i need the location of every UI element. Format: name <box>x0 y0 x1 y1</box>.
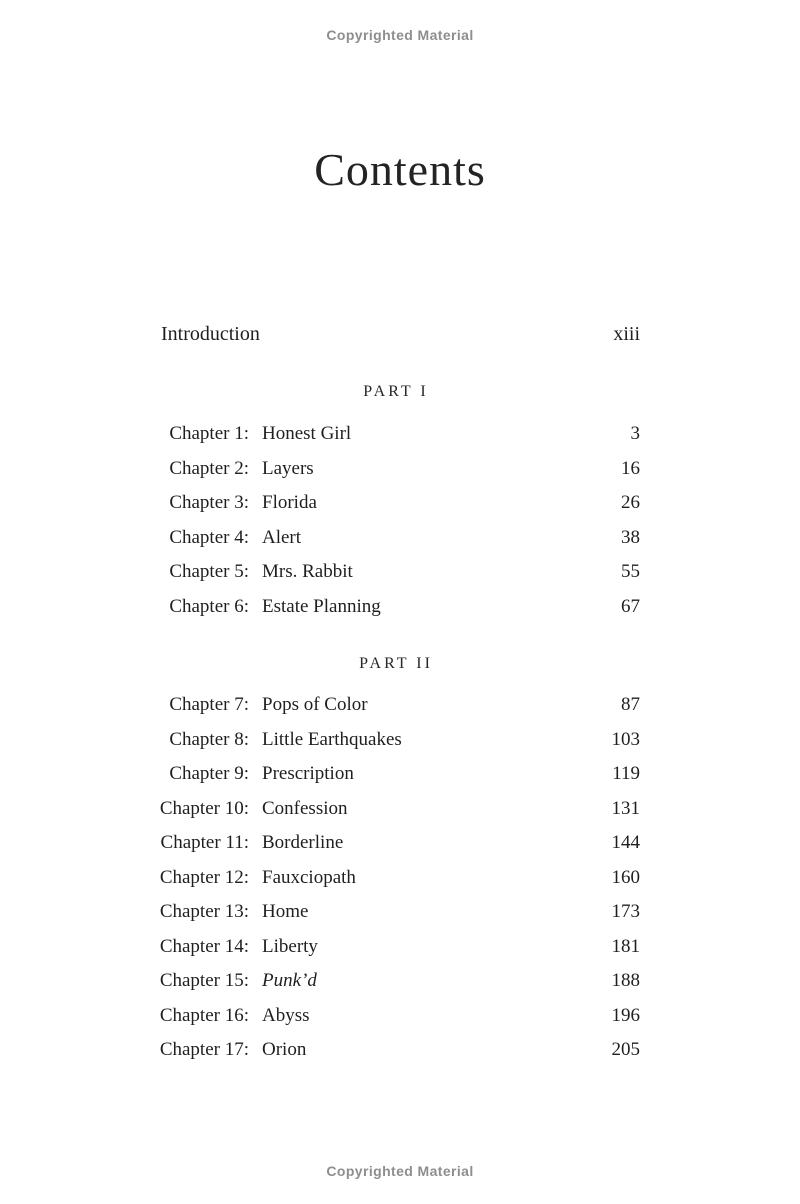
toc-entry <box>152 521 640 556</box>
chapter-title: Little Earthquakes <box>262 728 402 750</box>
chapter-label: Chapter 9: <box>169 763 249 784</box>
chapter-page-number: 67 <box>621 595 640 617</box>
chapter-title: Borderline <box>262 832 344 853</box>
chapter-title: Florida <box>262 492 317 513</box>
chapter-label: Chapter 10: <box>159 797 249 819</box>
chapter-title: Estate Planning <box>262 595 381 617</box>
chapter-title: Confession <box>262 797 348 819</box>
chapter-page-number: 16 <box>621 457 640 479</box>
chapter-page-number: 131 <box>611 797 640 819</box>
chapter-page-number: 103 <box>611 728 640 750</box>
chapter-title: Honest Girl <box>262 423 352 444</box>
toc-entry <box>152 964 640 999</box>
chapter-page-number: 55 <box>621 561 640 582</box>
toc-entry <box>152 757 640 792</box>
chapter-label: Chapter 7: <box>169 694 249 715</box>
copyright-notice-top: Copyrighted Material <box>326 27 474 43</box>
chapter-title: Punk’d <box>262 970 317 991</box>
part-1-heading: PART I <box>363 383 429 400</box>
toc-entry <box>152 723 640 758</box>
introduction-page-number: xiii <box>613 323 640 345</box>
chapter-label: Chapter 13: <box>159 901 249 922</box>
chapter-label: Chapter 8: <box>169 728 249 750</box>
table-of-contents <box>152 320 640 1068</box>
chapter-page-number: 144 <box>611 832 640 853</box>
toc-entry <box>152 826 640 861</box>
copyright-notice-bottom: Copyrighted Material <box>326 1162 474 1179</box>
toc-entry <box>152 417 640 452</box>
toc-entry <box>152 792 640 827</box>
toc-entry <box>152 590 640 625</box>
chapter-page-number: 3 <box>630 423 640 444</box>
toc-entry <box>152 688 640 723</box>
toc-entry <box>152 895 640 930</box>
chapter-title: Pops of Color <box>262 694 368 715</box>
chapter-page-number: 160 <box>611 866 640 888</box>
part-1-chapter-list <box>152 417 640 624</box>
page-title: Contents <box>314 144 486 195</box>
chapter-label: Chapter 5: <box>169 561 249 582</box>
chapter-page-number: 205 <box>611 1039 640 1060</box>
toc-entry <box>152 555 640 590</box>
toc-entry <box>152 1033 640 1068</box>
chapter-page-number: 119 <box>612 763 640 784</box>
chapter-page-number: 173 <box>611 901 640 922</box>
toc-entry-introduction <box>152 320 640 348</box>
chapter-page-number: 26 <box>621 492 640 513</box>
chapter-label: Chapter 16: <box>159 1004 249 1026</box>
chapter-label: Chapter 6: <box>169 595 249 617</box>
part-2-heading: PART II <box>359 655 433 672</box>
chapter-label: Chapter 4: <box>169 526 249 548</box>
chapter-page-number: 181 <box>611 935 640 957</box>
chapter-label: Chapter 15: <box>159 970 249 991</box>
chapter-title: Orion <box>262 1039 307 1060</box>
toc-entry <box>152 486 640 521</box>
chapter-label: Chapter 17: <box>159 1039 249 1060</box>
chapter-title: Alert <box>262 526 302 548</box>
chapter-label: Chapter 14: <box>159 935 249 957</box>
chapter-label: Chapter 2: <box>169 457 249 479</box>
chapter-label: Chapter 3: <box>169 492 249 513</box>
toc-entry <box>152 452 640 487</box>
chapter-title: Home <box>262 901 309 922</box>
chapter-label: Chapter 12: <box>159 866 249 888</box>
chapter-page-number: 38 <box>621 526 640 548</box>
chapter-page-number: 188 <box>611 970 640 991</box>
chapter-title: Mrs. Rabbit <box>262 561 353 582</box>
chapter-title: Fauxciopath <box>262 866 356 888</box>
chapter-page-number: 196 <box>611 1004 640 1026</box>
chapter-title: Layers <box>262 457 314 479</box>
introduction-label: Introduction <box>161 323 260 345</box>
chapter-label: Chapter 1: <box>169 423 249 444</box>
chapter-title: Abyss <box>262 1004 310 1026</box>
chapter-title: Liberty <box>262 935 318 957</box>
part-2-chapter-list <box>152 688 640 1068</box>
chapter-label: Chapter 11: <box>160 832 249 853</box>
chapter-page-number: 87 <box>621 694 640 715</box>
toc-entry <box>152 930 640 965</box>
toc-entry <box>152 861 640 896</box>
chapter-title: Prescription <box>262 763 354 784</box>
toc-entry <box>152 999 640 1034</box>
